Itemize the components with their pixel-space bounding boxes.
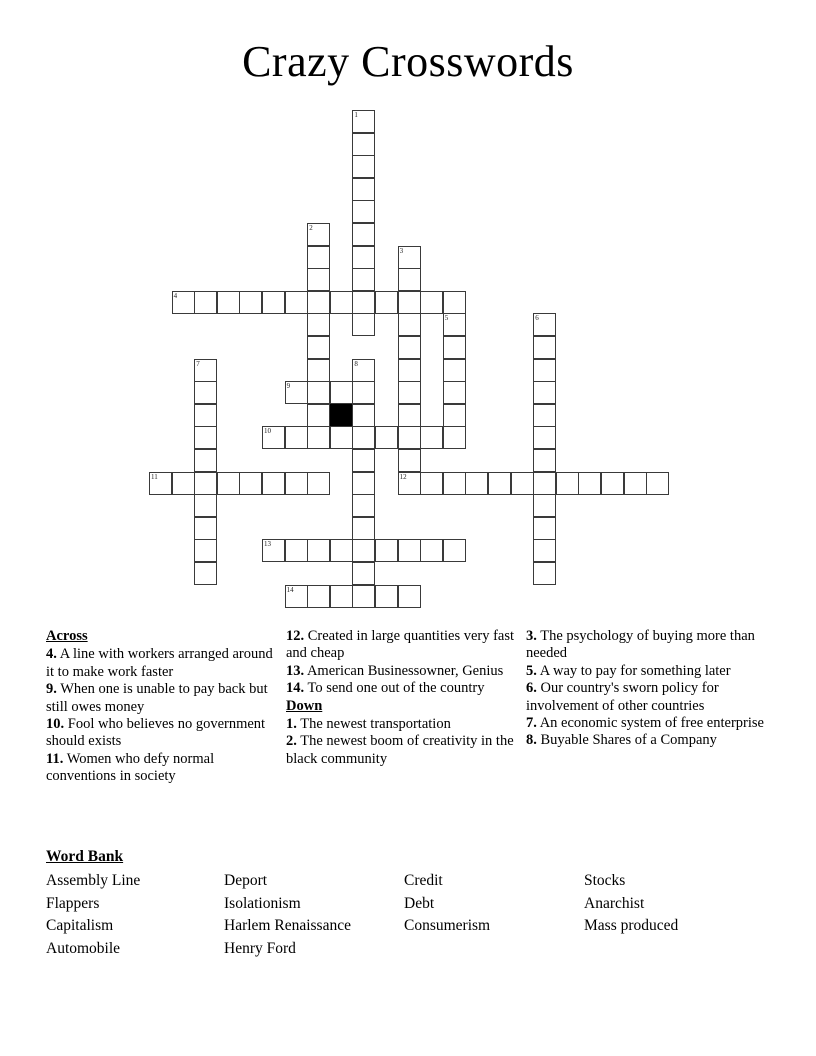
grid-cell[interactable] <box>285 426 308 449</box>
grid-cell[interactable] <box>262 539 285 562</box>
grid-cell[interactable] <box>352 426 375 449</box>
grid-cell[interactable] <box>398 313 421 336</box>
grid-cell-number: 12 <box>399 472 407 481</box>
grid-cell[interactable] <box>443 404 466 427</box>
grid-cell[interactable] <box>262 426 285 449</box>
clues-section <box>46 628 776 828</box>
grid-cell[interactable] <box>194 539 217 562</box>
grid-cell[interactable] <box>307 313 330 336</box>
grid-cell[interactable] <box>443 336 466 359</box>
grid-cell[interactable] <box>330 426 353 449</box>
clue-number: 2. <box>286 733 297 750</box>
grid-cell[interactable] <box>511 472 534 495</box>
clue-item: 9. When one is unable to pay back but still owes money <box>46 681 268 715</box>
grid-cell-number: 1 <box>354 111 358 119</box>
grid-cell[interactable] <box>398 449 421 472</box>
grid-cell[interactable] <box>533 562 556 585</box>
word-bank-list <box>46 870 776 960</box>
grid-cell[interactable] <box>601 472 624 495</box>
clue-item: 8. Buyable Shares of a Company <box>526 732 717 749</box>
word-bank-word[interactable]: Mass produced <box>584 917 679 935</box>
word-bank-row <box>46 893 776 915</box>
word-bank-word[interactable]: Debt <box>404 894 435 912</box>
grid-cell[interactable] <box>398 404 421 427</box>
word-bank-heading: Word Bank <box>46 848 124 865</box>
grid-cell[interactable] <box>533 472 556 495</box>
word-bank-row <box>46 938 776 960</box>
grid-cell[interactable] <box>578 472 601 495</box>
word-bank-word[interactable]: Credit <box>404 872 443 890</box>
grid-cell-number: 11 <box>151 472 158 481</box>
grid-cell[interactable] <box>533 449 556 472</box>
grid-cell[interactable] <box>352 178 375 201</box>
grid-cell[interactable] <box>352 517 375 540</box>
down-heading: Down <box>286 697 323 714</box>
word-bank-section <box>46 846 776 960</box>
word-bank-word[interactable]: Anarchist <box>584 894 645 912</box>
grid-cell[interactable] <box>307 472 330 495</box>
word-bank-word[interactable]: Capitalism <box>46 917 114 935</box>
grid-cell[interactable] <box>262 291 285 314</box>
grid-cell[interactable] <box>398 381 421 404</box>
clue-number: 6. <box>526 680 537 697</box>
grid-cell[interactable] <box>352 449 375 472</box>
grid-cell[interactable] <box>533 494 556 517</box>
grid-cell[interactable] <box>352 494 375 517</box>
grid-cell[interactable] <box>533 381 556 404</box>
clue-number: 9. <box>46 681 57 698</box>
grid-cell[interactable] <box>307 426 330 449</box>
grid-cell[interactable] <box>375 426 398 449</box>
clue-number: 7. <box>526 715 537 732</box>
clue-number: 5. <box>526 662 537 679</box>
grid-cell[interactable] <box>239 472 262 495</box>
clue-item: 12. Created in large quantities very fast and cheap <box>286 628 515 662</box>
grid-cell[interactable] <box>307 246 330 269</box>
grid-cell[interactable] <box>375 585 398 608</box>
clue-item: 4. A line with workers arranged around it to make work faster <box>46 646 273 680</box>
grid-cell[interactable] <box>420 539 443 562</box>
clue-number: 3. <box>526 628 537 644</box>
grid-cell[interactable] <box>352 404 375 427</box>
grid-cell[interactable] <box>307 291 330 314</box>
grid-cell[interactable] <box>352 313 375 336</box>
grid-cell[interactable] <box>533 359 556 382</box>
grid-cell[interactable] <box>285 381 308 404</box>
grid-cell[interactable] <box>398 291 421 314</box>
grid-cell[interactable] <box>375 291 398 314</box>
grid-cell[interactable] <box>172 291 195 314</box>
grid-cell[interactable] <box>533 517 556 540</box>
grid-cell[interactable] <box>307 268 330 291</box>
grid-cell[interactable] <box>352 200 375 223</box>
grid-cell[interactable] <box>533 426 556 449</box>
grid-cell[interactable] <box>307 336 330 359</box>
word-bank-word[interactable]: Henry Ford <box>224 939 296 957</box>
clue-item: 10. Fool who believes no government should exists <box>46 716 266 750</box>
grid-cell[interactable] <box>307 539 330 562</box>
clues-column-3 <box>526 628 770 750</box>
grid-cell[interactable] <box>194 291 217 314</box>
grid-cell[interactable] <box>398 585 421 608</box>
grid-cell[interactable] <box>556 472 579 495</box>
clues-column-2 <box>286 628 518 768</box>
grid-cell[interactable] <box>352 291 375 314</box>
grid-cell[interactable] <box>285 472 308 495</box>
grid-cell[interactable] <box>285 291 308 314</box>
grid-cell[interactable] <box>307 381 330 404</box>
grid-cell[interactable] <box>330 291 353 314</box>
grid-cell[interactable] <box>398 539 421 562</box>
clue-number: 8. <box>526 732 537 749</box>
grid-cell[interactable] <box>646 472 669 495</box>
grid-cell[interactable] <box>194 404 217 427</box>
grid-cell[interactable] <box>262 472 285 495</box>
grid-cell-number: 14 <box>286 585 294 594</box>
grid-cell-number: 5 <box>444 314 449 323</box>
grid-cell-number: 3 <box>399 246 404 255</box>
word-bank-row <box>46 870 776 892</box>
word-bank-word[interactable]: Consumerism <box>404 917 491 935</box>
grid-cell[interactable] <box>352 562 375 585</box>
grid-cell[interactable] <box>352 381 375 404</box>
grid-cell[interactable] <box>307 359 330 382</box>
grid-cell[interactable] <box>398 426 421 449</box>
grid-cell[interactable] <box>533 539 556 562</box>
clue-number: 13. <box>286 662 305 679</box>
grid-cell[interactable] <box>443 539 466 562</box>
grid-cell[interactable] <box>624 472 647 495</box>
grid-cell[interactable] <box>443 313 466 336</box>
grid-cell[interactable] <box>398 268 421 291</box>
clue-item: 5. A way to pay for something later <box>526 662 731 679</box>
clue-item: 11. Women who defy normal conventions in society <box>46 750 215 785</box>
grid-cell[interactable] <box>443 426 466 449</box>
grid-cell[interactable] <box>330 539 353 562</box>
grid-cell[interactable] <box>420 426 443 449</box>
grid-cell[interactable] <box>194 562 217 585</box>
grid-cell[interactable] <box>352 539 375 562</box>
across-heading: Across <box>46 628 88 644</box>
grid-cell-number: 10 <box>264 427 271 436</box>
clues-column-1 <box>46 628 278 786</box>
grid-cell-number: 6 <box>535 314 539 323</box>
clue-item: 13. American Businessowner, Genius <box>286 662 504 679</box>
grid-cell[interactable] <box>443 381 466 404</box>
grid-cell[interactable] <box>398 472 421 495</box>
grid-cell[interactable] <box>307 223 330 246</box>
word-bank-word[interactable]: Deport <box>224 872 268 890</box>
grid-cell[interactable] <box>285 539 308 562</box>
word-bank-word[interactable]: Flappers <box>46 894 100 912</box>
clue-item: 1. The newest transportation <box>286 716 451 733</box>
clue-item: 6. Our country's sworn policy for involvement of other countries <box>526 680 719 714</box>
grid-cell[interactable] <box>375 539 398 562</box>
grid-cell[interactable] <box>194 359 217 382</box>
clue-number: 10. <box>46 716 65 733</box>
grid-cell[interactable] <box>352 359 375 382</box>
grid-cell[interactable] <box>194 494 217 517</box>
grid-cell[interactable] <box>217 472 240 495</box>
grid-cell[interactable] <box>149 472 172 495</box>
grid-cell[interactable] <box>330 585 353 608</box>
grid-cell[interactable] <box>443 359 466 382</box>
grid-cell[interactable] <box>420 291 443 314</box>
clue-item: 3. The psychology of buying more than needed <box>526 628 755 662</box>
grid-cell[interactable] <box>443 291 466 314</box>
grid-cell[interactable] <box>194 426 217 449</box>
grid-cell[interactable] <box>398 359 421 382</box>
clue-number: 11. <box>46 750 64 767</box>
grid-cell[interactable] <box>398 336 421 359</box>
grid-cell[interactable] <box>533 404 556 427</box>
grid-cell[interactable] <box>352 268 375 291</box>
grid-cell[interactable] <box>352 223 375 246</box>
grid-cell[interactable] <box>172 472 195 495</box>
grid-cell[interactable] <box>352 155 375 178</box>
grid-cell[interactable] <box>533 336 556 359</box>
grid-cell-number: 9 <box>286 382 291 391</box>
clue-number: 1. <box>286 716 297 733</box>
grid-cell[interactable] <box>465 472 488 495</box>
grid-cell[interactable] <box>194 449 217 472</box>
grid-cell[interactable] <box>194 472 217 495</box>
grid-cell[interactable] <box>352 246 375 269</box>
word-bank-word[interactable]: Isolationism <box>224 894 301 912</box>
clue-item: 2. The newest boom of creativity in the black community <box>286 733 514 767</box>
grid-cell-number: 13 <box>264 540 271 549</box>
clue-number: 4. <box>46 646 57 663</box>
grid-cell[interactable] <box>398 246 421 269</box>
clue-item: 7. An economic system of free enterprise <box>526 715 764 732</box>
word-bank-word[interactable]: Assembly Line <box>46 872 141 890</box>
grid-cell[interactable] <box>420 472 443 495</box>
clue-number: 14. <box>286 680 305 697</box>
clue-number: 12. <box>286 628 305 644</box>
grid-cell[interactable] <box>352 110 375 133</box>
clue-item: 14. To send one out of the country <box>286 680 485 697</box>
word-bank-word[interactable]: Harlem Renaissance <box>224 917 351 935</box>
page-title: Crazy Crosswords <box>242 37 574 86</box>
grid-cell-number: 4 <box>173 291 178 300</box>
grid-cell[interactable] <box>239 291 262 314</box>
grid-cell[interactable] <box>217 291 240 314</box>
grid-cell-number: 8 <box>354 359 358 368</box>
grid-cell[interactable] <box>443 472 466 495</box>
grid-cell-blocked <box>330 404 353 427</box>
grid-cell[interactable] <box>307 585 330 608</box>
grid-cell[interactable] <box>194 517 217 540</box>
grid-cell[interactable] <box>194 381 217 404</box>
word-bank-word[interactable]: Stocks <box>584 872 626 890</box>
grid-cell[interactable] <box>488 472 511 495</box>
grid-cell[interactable] <box>307 404 330 427</box>
grid-cell[interactable] <box>285 585 308 608</box>
grid-cell[interactable] <box>352 133 375 156</box>
grid-cell-number: 7 <box>196 359 200 368</box>
grid-cell-number: 2 <box>309 224 313 232</box>
word-bank-word[interactable]: Automobile <box>46 939 121 957</box>
word-bank-row <box>46 915 776 937</box>
grid-cell[interactable] <box>330 381 353 404</box>
grid-cell[interactable] <box>533 313 556 336</box>
grid-cell[interactable] <box>352 585 375 608</box>
grid-cell[interactable] <box>352 472 375 495</box>
